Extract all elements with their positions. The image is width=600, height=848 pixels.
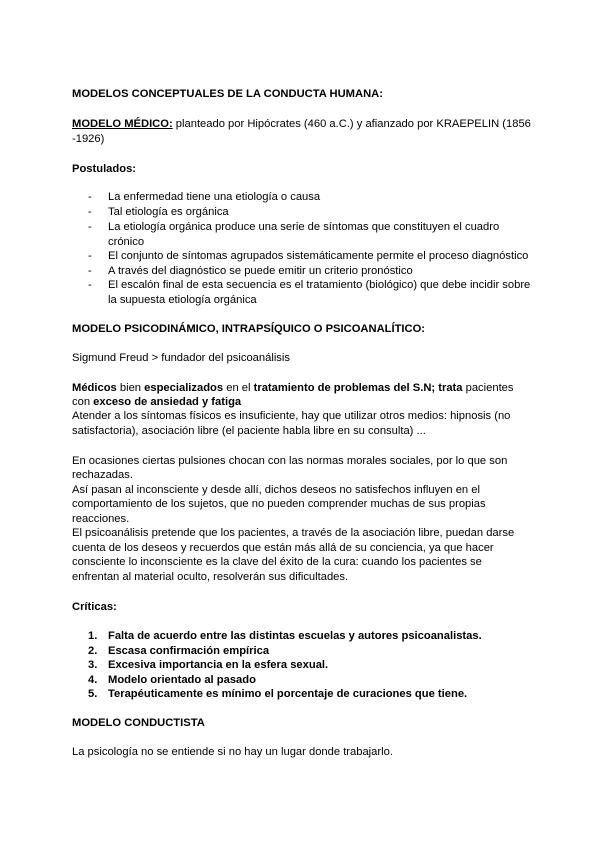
- text-span: con: [72, 396, 94, 408]
- list-item: El escalón final de esta secuencia es el tratamiento (biológico) que debe incidir sobre: [108, 279, 531, 291]
- list-item-continuation: la supuesta etiología orgánica: [108, 294, 257, 306]
- freud-line: Sigmund Freud > fundador del psicoanálisis: [72, 352, 290, 364]
- paragraph-line: reacciones.: [72, 513, 130, 525]
- bold-span: tratamiento de problemas del S.N; trata: [253, 382, 463, 394]
- paragraph-line: comportamiento de los sujetos, que no pueden comprender muchas de sus propias: [72, 498, 486, 510]
- text-span: en el: [223, 382, 254, 394]
- modelo-medico-continuation: -1926): [72, 133, 105, 145]
- list-number: 1.: [88, 630, 98, 642]
- conductista-heading: MODELO CONDUCTISTA: [72, 717, 205, 729]
- list-item: Tal etiología es orgánica: [108, 206, 229, 218]
- bold-span: Médicos: [72, 382, 117, 394]
- bullet-dash: -: [88, 265, 92, 277]
- text-span: pacientes: [462, 382, 514, 394]
- paragraph-line: rechazadas.: [72, 469, 133, 481]
- paragraph-line: Atender a los síntomas físicos es insuficiente, hay que utilizar otros medios: hipnosis (no: [72, 410, 511, 422]
- paragraph-line: satisfactoria), asociación libre (el paciente habla libre en su consulta) ...: [72, 425, 426, 437]
- bold-span: especializados: [144, 382, 224, 394]
- list-item-continuation: crónico: [108, 236, 145, 248]
- paragraph-line: enfrentan al material oculto, resolverán sus dificultades.: [72, 571, 349, 583]
- list-item: La enfermedad tiene una etiología o causa: [108, 191, 321, 203]
- psicodinamico-heading: MODELO PSICODINÁMICO, INTRAPSÍQUICO O PSICOANALÍTICO:: [72, 323, 426, 335]
- modelo-medico-line: [72, 117, 531, 132]
- numbered-item: Modelo orientado al pasado: [108, 674, 256, 686]
- paragraph-line: Así pasan al inconsciente y desde allí, dichos deseos no satisfechos influyen en el: [72, 484, 480, 496]
- list-number: 2.: [88, 645, 98, 657]
- medicos-paragraph-line: [72, 381, 514, 396]
- modelo-medico-text: planteado por Hipócrates (460 a.C.) y afianzado por KRAEPELIN (1856: [172, 118, 531, 130]
- postulados-heading: Postulados:: [72, 163, 137, 175]
- criticas-heading: Críticas:: [72, 601, 117, 613]
- list-number: 5.: [88, 688, 98, 700]
- numbered-item: Escasa confirmación empírica: [108, 645, 270, 657]
- numbered-item: Excesiva importancia en la esfera sexual.: [108, 659, 329, 671]
- text-span: bien: [116, 382, 145, 394]
- modelo-medico-label: MODELO MÉDICO:: [72, 118, 173, 130]
- bullet-dash: -: [88, 206, 92, 218]
- paragraph-line: En ocasiones ciertas pulsiones chocan con las normas morales sociales, por lo que son: [72, 455, 508, 467]
- bullet-dash: -: [88, 191, 92, 203]
- paragraph-line: El psicoanálisis pretende que los pacientes, a través de la asociación libre, puedan darse: [72, 527, 515, 539]
- document-title: MODELOS CONCEPTUALES DE LA CONDUCTA HUMANA:: [72, 88, 383, 100]
- numbered-item: Falta de acuerdo entre las distintas escuelas y autores psicoanalistas.: [108, 630, 482, 642]
- list-number: 4.: [88, 674, 98, 686]
- paragraph-line: cuenta de los deseos y recuerdos que están más allá de su conciencia, ya que hacer: [72, 542, 494, 554]
- bullet-dash: -: [88, 221, 92, 233]
- list-item: A través del diagnóstico se puede emitir un criterio pronóstico: [108, 265, 413, 277]
- list-item: El conjunto de síntomas agrupados sistemáticamente permite el proceso diagnóstico: [108, 250, 529, 262]
- paragraph-line: consciente lo inconsciente es la clave del éxito de la cura: cuando los pacientes se: [72, 556, 482, 568]
- bullet-dash: -: [88, 279, 92, 291]
- numbered-item: Terapéuticamente es mínimo el porcentaje de curaciones que tiene.: [108, 688, 468, 700]
- conductista-text: La psicología no se entiende si no hay un lugar donde trabajarlo.: [72, 746, 393, 758]
- medicos-paragraph-line: [72, 395, 241, 410]
- list-item: La etiología orgánica produce una serie de síntomas que constituyen el cuadro: [108, 221, 500, 233]
- bold-span: exceso de ansiedad y fatiga: [93, 396, 242, 408]
- bullet-dash: -: [88, 250, 92, 262]
- list-number: 3.: [88, 659, 98, 671]
